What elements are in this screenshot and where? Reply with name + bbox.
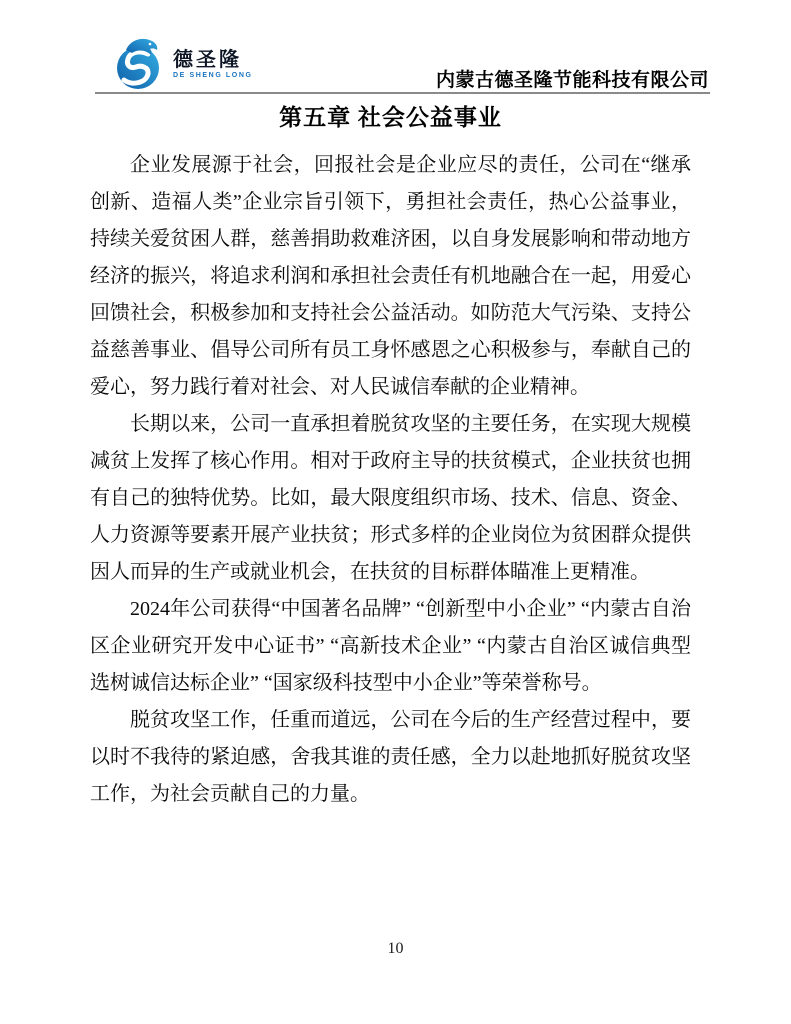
logo-text-block: [173, 49, 253, 80]
header-divider: [95, 92, 710, 94]
logo-text-cn: 德圣隆: [173, 48, 242, 71]
document-content: [90, 103, 691, 813]
company-logo: [112, 36, 253, 92]
chapter-title: 第五章 社会公益事业: [279, 105, 502, 130]
company-name: 内蒙古德圣隆节能科技有限公司: [435, 70, 709, 91]
paragraph: 企业发展源于社会，回报社会是企业应尽的责任，公司在“继承创新、造福人类”企业宗旨引领下，勇担社会责任，热心公益事业，持续关爱贫困人群，慈善捐助救难济困，以自身发展影响和带动地方经济的振兴，将追求利润和承担社会责任有机地融合在一起，用爱心回馈社会，积极参加和支持社会公益活动。如防范大气污染、支持公益慈善事业、倡导公司所有员工身怀感恩之心积极参与，奉献自己的爱心，努力践行着对社会、对人民诚信奉献的企业精神。: [90, 154, 691, 398]
paragraph: 长期以来，公司一直承担着脱贫攻坚的主要任务，在实现大规模减贫上发挥了核心作用。相对于政府主导的扶贫模式，企业扶贫也拥有自己的独特优势。比如，最大限度组织市场、技术、信息、资金、人力资源等要素开展产业扶贫；形式多样的企业岗位为贫困群众提供因人而异的生产或就业机会，在扶贫的目标群体瞄准上更精准。: [90, 413, 691, 583]
paragraph: 2024年公司获得“中国著名品牌” “创新型中小企业” “内蒙古自治区企业研究开发中心证书” “高新技术企业” “内蒙古自治区诚信典型选树诚信达标企业” “国家级科技型中小企业”等荣誉称号。: [90, 598, 691, 694]
page-number: 10: [387, 940, 404, 957]
paragraph-container: [90, 147, 691, 813]
dragon-logo-icon: [112, 36, 168, 92]
logo-text-en: DE SHENG LONG: [173, 71, 253, 79]
paragraph: 脱贫攻坚工作，任重而道远，公司在今后的生产经营过程中，要以时不我待的紧迫感，舍我其谁的责任感，全力以赴地抓好脱贫攻坚工作，为社会贡献自己的力量。: [90, 709, 691, 805]
